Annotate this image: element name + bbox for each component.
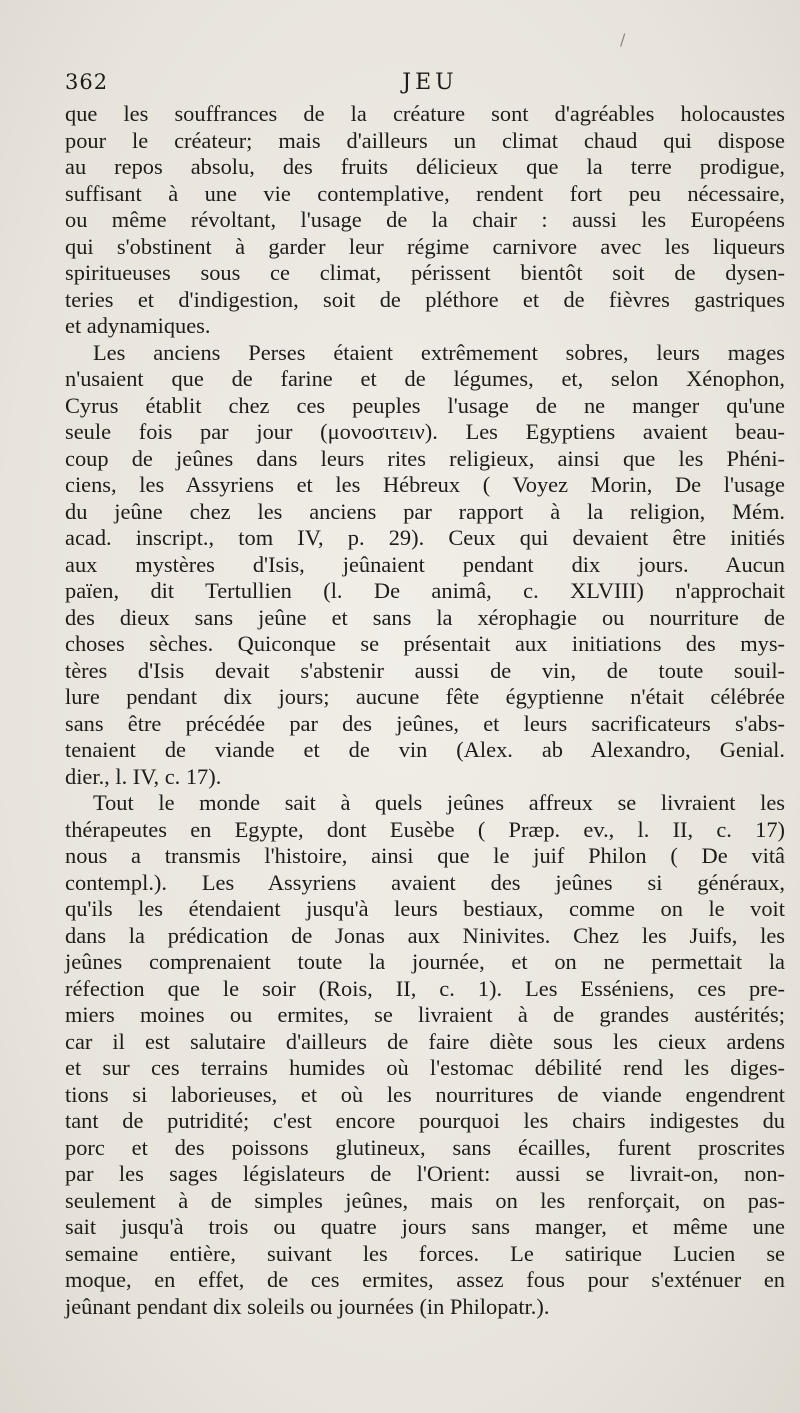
text-line: Tout le monde sait à quels jeûnes affreux se livraient les <box>93 790 785 815</box>
text-line: porc et des poissons glutineux, sans écailles, furent proscrites <box>65 1134 785 1160</box>
text-line: que les souffrances de la créature sont d'agréables holocaustes <box>65 101 785 126</box>
text-line: choses sèches. Quiconque se présentait aux initiations des mys- <box>65 631 785 656</box>
text-line: acad. inscript., tom IV, p. 29). Ceux qui devaient être initiés <box>65 525 785 550</box>
text-line: sans être précédée par des jeûnes, et leurs sacrificateurs s'abs- <box>65 710 785 736</box>
page-number: 362 <box>65 70 109 94</box>
text-line: et adynamiques. <box>65 313 211 338</box>
text-line: thérapeutes en Egypte, dont Eusèbe ( Præp. ev., l. II, c. 17) <box>65 816 785 842</box>
text-line: n'usaient que de farine et de légumes, et, selon Xénophon, <box>65 366 785 391</box>
text-line: et sur ces terrains humides où l'estomac débilité rend les diges- <box>65 1055 785 1080</box>
text-line: pour le créateur; mais d'ailleurs un climat chaud qui dispose <box>65 127 785 153</box>
text-line: ou même révoltant, l'usage de la chair : aussi les Européens <box>65 207 785 232</box>
text-line: ciens, les Assyriens et les Hébreux ( Voyez Morin, De l'usage <box>65 472 785 497</box>
text-line: tenaient de viande et de vin (Alex. ab Alexandro, Genial. <box>65 737 785 762</box>
running-head: JEU <box>402 70 458 95</box>
text-line: par les sages législateurs de l'Orient: aussi se livrait-on, non- <box>65 1161 785 1186</box>
text-line: nous a transmis l'histoire, ainsi que le juif Philon ( De vitâ <box>65 843 785 868</box>
text-line: Cyrus établit chez ces peuples l'usage de ne manger qu'une <box>65 392 785 418</box>
text-line: tant de putridité; c'est encore pourquoi les chairs indigestes du <box>65 1108 785 1133</box>
text-line: dans la prédication de Jonas aux Ninivites. Chez les Juifs, les <box>65 922 785 948</box>
text-line: jeûnant pendant dix soleils ou journées (in Philopatr.). <box>65 1293 550 1319</box>
text-line: tions si laborieuses, et où les nourritures de viande engendrent <box>65 1081 785 1107</box>
text-line: miers moines ou ermites, se livraient à de grandes austérités; <box>65 1002 785 1027</box>
text-line: car il est salutaire d'ailleurs de faire diète sous les cieux ardens <box>65 1028 785 1054</box>
text-line: tères d'Isis devait s'abstenir aussi de vin, de toute souil- <box>65 657 785 683</box>
text-line: réfection que le soir (Rois, II, c. 1). Les Esséniens, ces pre- <box>65 975 785 1001</box>
text-line: semaine entière, suivant les forces. Le satirique Lucien se <box>65 1240 785 1266</box>
text-line: des dieux sans jeûne et sans la xérophagie ou nourriture de <box>65 604 785 630</box>
text-line: aux mystères d'Isis, jeûnaient pendant dix jours. Aucun <box>65 551 785 577</box>
text-line: qui s'obstinent à garder leur régime carnivore avec les liqueurs <box>65 233 785 259</box>
text-line: dier., l. IV, c. 17). <box>65 763 222 789</box>
text-line: moque, en effet, de ces ermites, assez fous pour s'exténuer en <box>65 1267 785 1292</box>
text-line: teries et d'indigestion, soit de pléthore et de fièvres gastriques <box>65 286 785 312</box>
text-line: seulement à de simples jeûnes, mais on les renforçait, on pas- <box>65 1187 785 1213</box>
text-line: sait jusqu'à trois ou quatre jours sans manger, et même une <box>65 1214 785 1239</box>
text-line: contempl.). Les Assyriens avaient des jeûnes si généraux, <box>65 869 785 895</box>
text-line: suffisant à une vie contemplative, rendent fort peu nécessaire, <box>65 180 785 206</box>
text-line: qu'ils les étendaient jusqu'à leurs bestiaux, comme on le voit <box>65 896 785 921</box>
text-line: seule fois par jour (μονοσιτειν). Les Egyptiens avaient beau- <box>65 419 785 444</box>
text-line: du jeûne chez les anciens par rapport à la religion, Mém. <box>65 498 785 524</box>
text-line: coup de jeûnes dans leurs rites religieux, ainsi que les Phéni- <box>65 445 785 471</box>
body-text <box>65 101 785 1320</box>
text-line: païen, dit Tertullien (l. De animâ, c. XLVIII) n'approchait <box>65 578 785 603</box>
page-header <box>65 70 785 100</box>
stray-ink-mark: / <box>620 30 626 49</box>
text-line: au repos absolu, des fruits délicieux que la terre prodigue, <box>65 154 785 179</box>
text-line: Les anciens Perses étaient extrêmement sobres, leurs mages <box>93 339 785 365</box>
text-line: lure pendant dix jours; aucune fête égyptienne n'était célébrée <box>65 684 785 709</box>
text-line: spiritueuses sous ce climat, périssent bientôt soit de dysen- <box>65 260 785 285</box>
text-line: jeûnes comprenaient toute la journée, et on ne permettait la <box>65 949 785 974</box>
